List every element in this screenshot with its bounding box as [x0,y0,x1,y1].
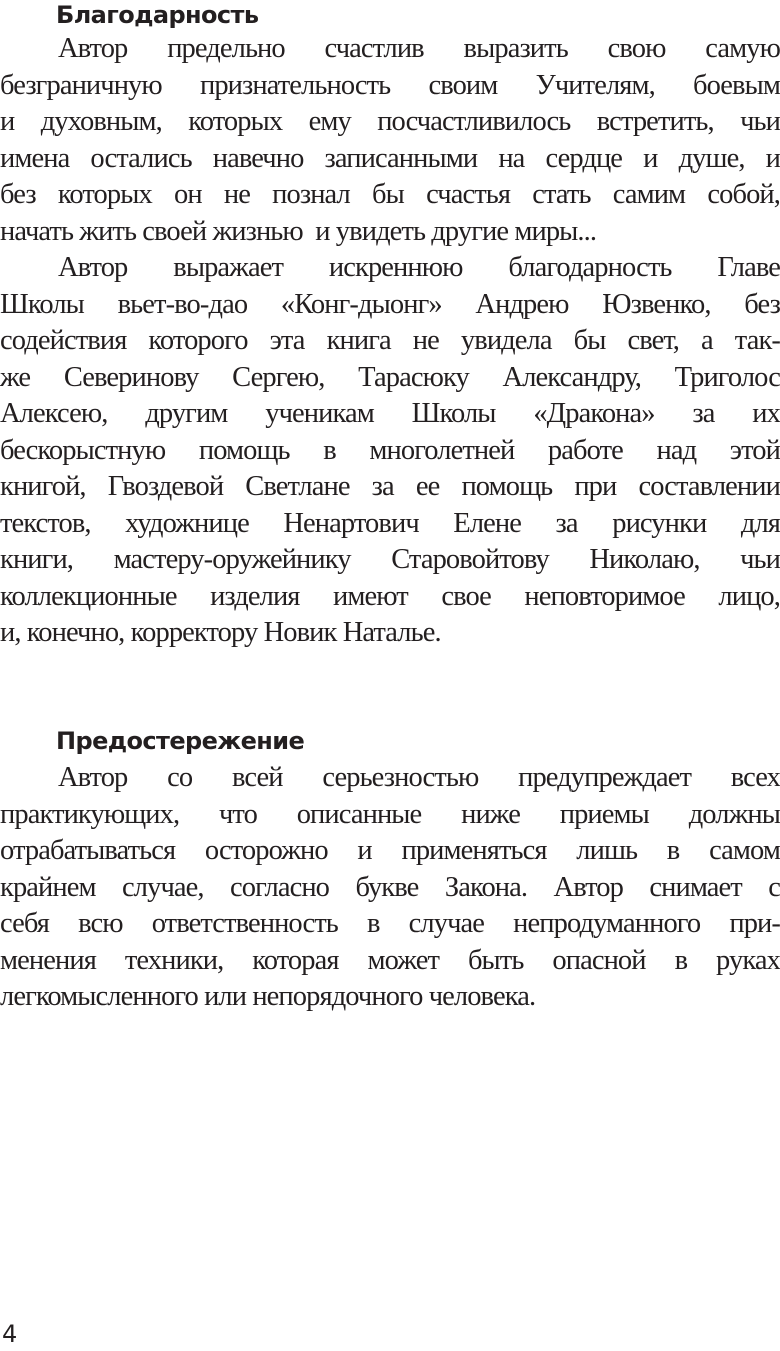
text-line: коллекционные изделия имеют свое неповторимое лицо, [0,580,780,612]
text-line: же Северинову Сергею, Тарасюку Александру, Триголос [0,361,780,393]
text-line: книгой, Гвоздевой Светлане за ее помощь при составлении [0,471,780,502]
text-line: легкомысленного или непорядочного человека. [0,981,536,1012]
text-line: отрабатываться осторожно и применяться лишь в самом [0,835,780,866]
acknowledgements-paragraph-2 [0,250,780,652]
page-number: 4 [2,1320,18,1348]
text-line: и духовным, которых ему посчастливилось встретить, чьи [0,106,780,137]
text-line: менения техники, которая может быть опасной в руках [0,944,780,976]
text-line: Школы вьет-во-дао «Конг-дыонг» Андрею Юзвенко, без [0,288,780,320]
text-line: Автор выражает искреннюю благодарность Главе [58,252,780,283]
text-line: крайнем случае, согласно букве Закона. Автор снимает с [0,871,780,903]
text-line: Алексею, другим ученикам Школы «Дракона» за их [0,398,780,429]
section-heading-warning: Предостережение [56,727,305,755]
text-line: практикующих, что описанные ниже приемы должны [0,798,780,830]
warning-paragraph [0,760,780,1016]
text-line: содействия которого эта книга не увидела бы свет, а так- [0,325,780,356]
text-line: и, конечно, корректору Новик Наталье. [0,617,441,648]
acknowledgements-paragraph-1 [0,31,780,250]
text-line: без которых он не познал бы счастья стать самим собой, [0,179,780,210]
section-heading-acknowledgements: Благодарность [56,1,259,29]
text-line: Автор со всей серьезностью предупреждает всех [58,762,780,793]
text-line: безграничную признательность своим Учителям, боевым [0,69,780,101]
text-line: бескорыстную помощь в многолетней работе над этой [0,434,780,466]
text-line: Автор предельно счастлив выразить свою самую [58,33,780,64]
text-line: себя всю ответственность в случае непродуманного при- [0,908,780,939]
text-line: книги, мастеру-оружейнику Старовойтову Николаю, чьи [0,544,780,575]
text-line: текстов, художнице Ненартович Елене за рисунки для [0,507,780,539]
text-line: имена остались навечно записанными на сердце и душе, и [0,142,780,174]
text-line: начать жить своей жизнью и увидеть другие миры... [0,215,597,247]
